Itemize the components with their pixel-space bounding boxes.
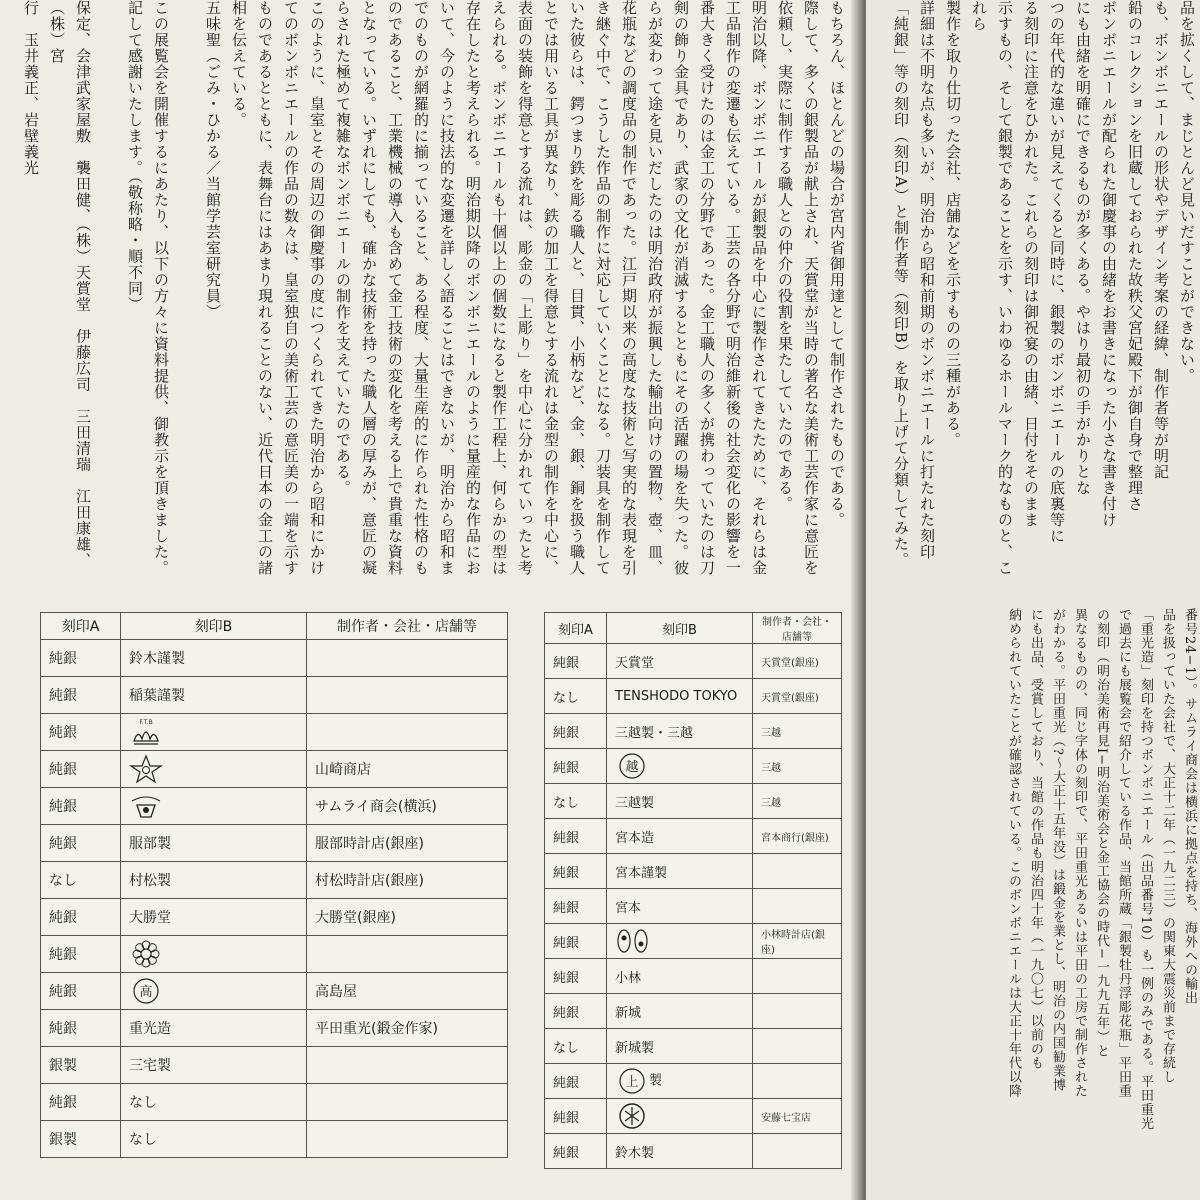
table-row [545, 1064, 842, 1099]
maker-cell: サムライ商会(横浜) [307, 788, 508, 825]
hallmark-b-text: 新城 [615, 1005, 642, 1021]
hallmark-a-cell: 純銀 [545, 1134, 607, 1169]
hallmark-b-text: 村松製 [129, 873, 171, 889]
hallmark-table-left [40, 612, 508, 1158]
hallmark-b-text: 三越製 [615, 795, 655, 811]
hallmark-a-cell: 純銀 [545, 1099, 607, 1134]
maker-cell: 三越 [753, 784, 842, 819]
hallmark-a-cell: 純銀 [41, 640, 121, 677]
hallmark-b-text: 宮本造 [615, 830, 655, 846]
hallmark-b-cell [607, 1064, 753, 1099]
table-row [41, 936, 508, 973]
maker-cell [307, 1084, 508, 1121]
table-header-row [545, 613, 842, 644]
hallmark-b-text: 重光造 [129, 1021, 171, 1037]
maker-cell [753, 1064, 842, 1099]
maker-cell: 天賞堂(銀座) [753, 644, 842, 679]
right-page [866, 0, 1200, 1200]
table-row [545, 889, 842, 924]
hallmark-b-cell [607, 889, 753, 924]
hallmark-a-cell: なし [545, 1029, 607, 1064]
maker-cell: 三越 [753, 714, 842, 749]
table-row [41, 788, 508, 825]
hallmark-a-cell: 純銀 [545, 749, 607, 784]
hallmark-b-cell [121, 1084, 307, 1121]
hallmark-a-cell: 純銀 [41, 751, 121, 788]
hallmark-a-cell: 純銀 [545, 819, 607, 854]
maker-cell [307, 677, 508, 714]
hallmark-a-cell: 純銀 [545, 924, 607, 959]
maker-cell: 服部時計店(銀座) [307, 825, 508, 862]
table-row [545, 784, 842, 819]
table-row [41, 640, 508, 677]
hallmark-a-cell: なし [41, 862, 121, 899]
table-row [545, 1134, 842, 1169]
hallmark-a-cell: 純銀 [41, 825, 121, 862]
hallmark-a-cell: 純銀 [41, 1010, 121, 1047]
maker-cell: 大勝堂(銀座) [307, 899, 508, 936]
essay-text: もちろん、ほとんどの場合が宮内省御用達として制作されたものである。 際して、多くの銀製品が献上され、天賞堂が当時の著名な美術工芸作家に意匠を依頼し、実際に制作する職人との仲介の役割を果たしていたのである。 明治以降、ボンボニエールが銀製品を中心に製作されてきたために、それらは金工品制作の変遷も伝えている。工芸の各分野で明治維新後の社会変化の影響を一番大きく受けたのは金工の分野であった。金工職人の多くが携わっていたのは刀剣の飾り金具であり、武家の文化が消滅するとともにその活躍の場を失った。彼らが変わって途を見いだしたのは明治政府が振興した輸出向けの置物、壺、皿、花瓶などの調度品の制作であった。江戸期以来の高度な技術と写実的な表現を引き継ぐ中で、こうした作品の制作に対応していくことになる。刀装具を制作していた彼らは、鍔つまり鉄を彫る職人と、目貫、小柄など、金、銀、銅を扱う職人とでは用いる工具が異なり、鉄の加工を得意とする流れは金型の制作を中心に、表面の装飾を得意とする流れは、彫金の「上彫り」を中心に分かれていったと考えられる。ボンボニエールも十個以上の個数になると製作工程上、何らかの型は存在したと考えられる。明治期以降のボンボニエールのように量産的な作品において、今のように技法的な変遷を詳しく語ることはできないが、明治から昭和までのものが網羅的に揃っていること、ある程度、大量生産的に作られた性格のものであること、工業機械の導入も含めて金工技術の変化を考える上で貴重な資料となっている。いずれにしても、確かな技術を持った職人層の厚みが、意匠の凝らされた極めて複雑なボンボニエールの制作を支えていたのである。 このように、皇室とその周辺の御慶事の度につくられてきた明治から昭和にかけてのボンボニエールの作品の数々は、皇室独自の美術工芸の意匠美の一端を示すものであるとともに、表舞台にはあまり現れることのない、近代日本の金工の諸相を伝えている。 五味聖（ごみ・ひかる／当館学芸室研究員） この展覧会を開催するにあたり、以下の方々に資料提供、御教示を頂きました。記して感謝いたします。（敬称略・順不同） 保定、会津武家屋敷 襲田健、（株）天賞堂 伊藤広司 三田清瑞 江田康雄、（株）宮 行 玉井義正、岩壁義光 [22, 0, 846, 576]
table-row [545, 749, 842, 784]
table-row [41, 751, 508, 788]
table-row [41, 825, 508, 862]
hallmark-b-cell [607, 959, 753, 994]
hallmark-b-text: 宮本 [615, 900, 642, 916]
ftb-lotus-mark-icon [129, 717, 163, 747]
hallmark-b-cell [121, 677, 307, 714]
circle-taka-mark-icon [129, 976, 163, 1006]
hallmark-b-text: TENSHODO TOKYO [615, 688, 738, 704]
kobayashi-marks-icon [615, 926, 649, 956]
hallmark-b-cell [121, 936, 307, 973]
column-header: 制作者・会社・店舗等 [753, 613, 842, 644]
hallmark-b-cell [607, 1099, 753, 1134]
circle-jo-mark-icon [615, 1066, 649, 1096]
hallmark-b-cell [607, 749, 753, 784]
maker-cell [753, 994, 842, 1029]
column-header: 刻印A [545, 613, 607, 644]
hallmark-b-text: 製 [649, 1073, 663, 1089]
hallmark-a-cell: 純銀 [545, 644, 607, 679]
hallmark-b-text: 新城製 [615, 1040, 655, 1056]
hallmark-b-cell [121, 899, 307, 936]
table-row [41, 1047, 508, 1084]
maker-cell [753, 854, 842, 889]
table-row [41, 899, 508, 936]
hallmark-b-text: 三越製・三越 [615, 725, 694, 741]
table-body [41, 640, 508, 1158]
hallmark-b-cell [607, 1029, 753, 1064]
hallmark-a-cell: 純銀 [41, 677, 121, 714]
flower-mark-icon [129, 939, 163, 969]
hallmark-b-cell [121, 973, 307, 1010]
table-row [41, 973, 508, 1010]
hallmark-a-cell: 銀製 [41, 1047, 121, 1084]
table-row [41, 862, 508, 899]
column-header: 制作者・会社・店舗等 [307, 613, 508, 640]
right-lower-text: 番号24−1）。サムライ商会は横浜に拠点を持ち、海外への輸出 品を扱っていた会社で、大正十二年（一九二三）の関東大震災前まで存続し 「重光造」刻印を持つボンボニエール（出品番号10）も一例のみである。平田重光 で過去にも展覧会で紹介している作品、当館所蔵「銀製牡丹浮彫花瓶」平田重 の刻印（明治美術再見I−明治美術会と金工協会の時代−一九九五年）と 異なるものの、同じ字体の刻印で、平田重光あるいは平田の工房で制作された がわかる。平田重光（?〜大正十五年没）は鍛金を業とし、明治の内国勧業博 にも出品、受賞しており、当館の作品も明治四十年（一九〇七）以前のも 納められていたことが確認されている。このボンボニエールは大正十年代以降 [1006, 608, 1197, 1131]
hallmark-a-cell: 純銀 [41, 714, 121, 751]
maker-cell: 村松時計店(銀座) [307, 862, 508, 899]
table-row [545, 924, 842, 959]
hallmark-a-cell: 純銀 [41, 899, 121, 936]
table-row [545, 1029, 842, 1064]
hallmark-a-cell: 純銀 [41, 788, 121, 825]
svg-text:F.T.B: F.T.B [139, 719, 153, 726]
maker-cell [753, 1134, 842, 1169]
right-upper-text: 品を拡くして、まじとんど見いだすことができない。 も、ボンボニエールの形状やデザイン考案の経緯、制作者等が明記 鉛のコレクションを旧蔵しておられた故秩父宮妃殿下が御自身で整理さ ボンボニエールが配られた御慶事の由緒をお書きになった小さな書き付け にも由緒を明確にできるものが多くある。やはり最初の手がかりとな つの年代的な違いが見えてくると同時に、銀製のボンボニエールの底裏等に る刻印に注意をひかれた。これらの刻印は御祝宴の由緒、日付をそのまま 示すもの、そして銀製であることを示す、いわゆるホールマーク的なものと、これら 製作を取り仕切った会社、店舗などを示すものの三種がある。 詳細は不明な点も多いが、明治から昭和前期のボンボニエールに打たれた刻印 「純銀」等の刻印（刻印A）と制作者等（刻印B）を取り上げて分類してみた。 [892, 0, 1196, 576]
maker-cell: 高島屋 [307, 973, 508, 1010]
hallmark-b-text: なし [129, 1132, 157, 1148]
hallmark-b-cell [607, 819, 753, 854]
svg-text:高: 高 [139, 985, 153, 1000]
table-body [545, 644, 842, 1169]
svg-text:越: 越 [625, 760, 639, 775]
hallmark-a-cell: 純銀 [545, 854, 607, 889]
table-row [545, 679, 842, 714]
svg-text:上: 上 [625, 1075, 639, 1090]
hallmark-a-cell: 純銀 [545, 994, 607, 1029]
hallmark-a-cell: 純銀 [41, 973, 121, 1010]
table-row [41, 1010, 508, 1047]
maker-cell: 山崎商店 [307, 751, 508, 788]
maker-cell: 宮本商行(銀座) [753, 819, 842, 854]
hallmark-b-cell [607, 1134, 753, 1169]
maker-cell: 三越 [753, 749, 842, 784]
column-header: 刻印B [121, 613, 307, 640]
hallmark-b-text: 大勝堂 [129, 910, 171, 926]
table-row [41, 677, 508, 714]
circle-etsu-mark-icon [615, 751, 649, 781]
maker-cell: 安藤七宝店 [753, 1099, 842, 1134]
hallmark-b-cell [121, 714, 307, 751]
star-mark-icon [129, 754, 163, 784]
hallmark-a-cell: なし [545, 679, 607, 714]
table-row [545, 854, 842, 889]
hallmark-b-cell [607, 679, 753, 714]
hallmark-b-text: 稲葉謹製 [129, 688, 185, 704]
table-row [545, 714, 842, 749]
maker-cell [753, 889, 842, 924]
hallmark-b-text: 鈴木製 [615, 1145, 655, 1161]
hallmark-table-right [544, 612, 842, 1169]
hallmark-b-cell [607, 994, 753, 1029]
hallmark-b-text: 宮本謹製 [615, 865, 668, 881]
hallmark-b-text: 三宅製 [129, 1058, 171, 1074]
table-row [545, 1099, 842, 1134]
table-row [545, 994, 842, 1029]
hallmark-b-cell [121, 640, 307, 677]
hallmark-a-cell: 銀製 [41, 1121, 121, 1158]
table-header-row [41, 613, 508, 640]
maker-cell: 平田重光(鍛金作家) [307, 1010, 508, 1047]
hallmark-b-cell [121, 1121, 307, 1158]
maker-cell: 小林時計店(銀座) [753, 924, 842, 959]
table-row [41, 1121, 508, 1158]
samurai-mark-icon [129, 791, 163, 821]
table-row [545, 819, 842, 854]
maker-cell [307, 714, 508, 751]
hallmark-b-cell [121, 862, 307, 899]
table-row [41, 1084, 508, 1121]
table-row [545, 644, 842, 679]
maker-cell [307, 640, 508, 677]
hallmark-b-cell [607, 924, 753, 959]
hallmark-b-cell [607, 644, 753, 679]
column-header: 刻印B [607, 613, 753, 644]
maker-cell [753, 959, 842, 994]
maker-cell [307, 936, 508, 973]
hallmark-b-cell [121, 788, 307, 825]
hallmark-a-cell: 純銀 [41, 936, 121, 973]
ando-mark-icon [615, 1101, 649, 1131]
hallmark-a-cell: 純銀 [545, 889, 607, 924]
hallmark-b-text: なし [129, 1095, 157, 1111]
table-row [545, 959, 842, 994]
hallmark-b-cell [607, 784, 753, 819]
hallmark-b-text: 服部製 [129, 836, 171, 852]
maker-cell [753, 1029, 842, 1064]
column-header: 刻印A [41, 613, 121, 640]
hallmark-a-cell: 純銀 [545, 1064, 607, 1099]
hallmark-b-text: 鈴木謹製 [129, 651, 185, 667]
hallmark-a-cell: 純銀 [545, 714, 607, 749]
hallmark-b-cell [607, 714, 753, 749]
hallmark-b-text: 天賞堂 [615, 655, 655, 671]
hallmark-a-cell: 純銀 [545, 959, 607, 994]
maker-cell: 天賞堂(銀座) [753, 679, 842, 714]
hallmark-b-text: 小林 [615, 970, 642, 986]
hallmark-b-cell [121, 751, 307, 788]
hallmark-b-cell [121, 1047, 307, 1084]
maker-cell [307, 1047, 508, 1084]
table-row [41, 714, 508, 751]
hallmark-b-cell [607, 854, 753, 889]
hallmark-a-cell: なし [545, 784, 607, 819]
hallmark-b-cell [121, 1010, 307, 1047]
hallmark-b-cell [121, 825, 307, 862]
maker-cell [307, 1121, 508, 1158]
hallmark-a-cell: 純銀 [41, 1084, 121, 1121]
